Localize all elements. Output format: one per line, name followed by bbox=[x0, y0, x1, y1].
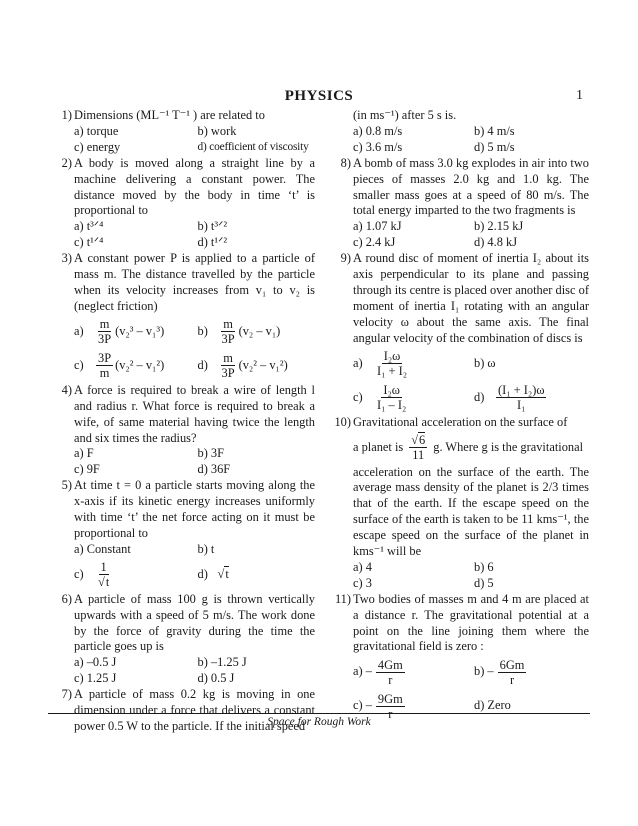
fraction: $\frac{√6}{11}$ bbox=[411, 433, 426, 462]
options bbox=[353, 124, 589, 156]
option-c: c) t¹ᐟ⁴ bbox=[74, 235, 104, 250]
option-a: a) Constant bbox=[74, 541, 131, 556]
options bbox=[74, 124, 315, 156]
left-column bbox=[48, 108, 315, 735]
question-number: 11) bbox=[334, 591, 351, 606]
question-number: 3) bbox=[61, 251, 72, 266]
option-a: a) F bbox=[74, 446, 94, 461]
option-d: d) t¹ᐟ² bbox=[197, 235, 228, 250]
option-d: d) √t bbox=[197, 566, 229, 581]
question-number: 2) bbox=[61, 155, 72, 170]
fraction: $\frac{4Gm}{r}$ bbox=[377, 657, 403, 687]
question-text: A particle of mass 100 g is thrown vertically upwards with a speed of 5 m/s. The work done by the force of gravity during the time the particle goes up is bbox=[74, 591, 315, 654]
option-c: c) $\frac{1}{√t}$ bbox=[74, 560, 110, 590]
fraction: $\frac{\text{I₂ω}}{\text{I₁ – I₂}}$ bbox=[377, 383, 407, 413]
option-c: c) 9F bbox=[74, 462, 100, 477]
option-d: d) 5 bbox=[474, 575, 494, 590]
option-c: c) $\frac{3P}{m}$ (v₂² – v₁²) bbox=[74, 351, 165, 381]
question-text-formula-line: a planet is $\frac{√6}{11}$ g. Where g is the gravitational bbox=[353, 433, 584, 462]
option-c: c) 3.6 m/s bbox=[353, 139, 403, 154]
option-c: c) – $\frac{9Gm}{r}$ bbox=[353, 691, 403, 721]
question-3 bbox=[48, 251, 315, 383]
fraction: $\frac{\text{(I₁ + I₂)ω}}{\text{I₁}}$ bbox=[498, 383, 545, 413]
option-b: b) work bbox=[197, 123, 237, 138]
fraction: $\frac{m}{3P}$ bbox=[221, 351, 235, 381]
question-text: A force is required to break a wire of length l and radius r. What force is required to break a wife, of same material having twice the length and six times the radius? bbox=[74, 382, 315, 445]
option-a: a) 4 bbox=[353, 559, 372, 574]
options bbox=[353, 347, 589, 415]
option-c: c) $\frac{\text{I₂ω}}{\text{I₁ – I₂}}$ bbox=[353, 383, 407, 413]
question-number: 1) bbox=[61, 108, 72, 122]
question-text-continued: (in ms⁻¹) after 5 s is. bbox=[353, 108, 457, 122]
question-5 bbox=[48, 478, 315, 592]
option-b: b) 6 bbox=[474, 559, 494, 574]
options bbox=[74, 219, 315, 251]
fraction: $\frac{\text{I₂ω}}{\text{I₁ + I₂}}$ bbox=[377, 349, 408, 379]
question-8 bbox=[327, 156, 589, 251]
fraction: $\frac{1}{√t}$ bbox=[98, 560, 110, 590]
question-text: Gravitational acceleration on the surface of bbox=[353, 414, 568, 429]
option-a: a) –0.5 J bbox=[74, 655, 117, 670]
question-number: 9) bbox=[340, 251, 351, 266]
option-c: c) 3 bbox=[353, 575, 372, 590]
option-d: d) $\frac{\text{(I₁ + I₂)ω}}{\text{I₁}}$ bbox=[474, 383, 545, 413]
option-a: a) 0.8 m/s bbox=[353, 123, 403, 138]
question-1 bbox=[48, 108, 315, 156]
option-b: b) $\frac{m}{3P}$ (v₂ – v₁) bbox=[197, 317, 281, 347]
question-text: A round disc of moment of inertia I₂ about its axis perpendicular to its plane and passing through its centre is placed over another disc of moment of inertia I₁ rotating with an angular velocity ω about the same axis. The final angular velocity of the combination of discs is bbox=[353, 251, 589, 345]
question-number: 7) bbox=[61, 687, 72, 702]
option-d: d) 0.5 J bbox=[197, 671, 235, 686]
footer-divider bbox=[48, 713, 590, 714]
question-number: 4) bbox=[61, 382, 72, 397]
question-text: acceleration on the surface of the earth. The average mass density of the planet is 2/3 times that of the earth. If the escape speed on the surface of the earth is taken to be 11 kms⁻¹, the escape speed on the surface of the planet in kms⁻¹ will be bbox=[353, 464, 589, 559]
question-7-continued bbox=[327, 108, 589, 156]
option-b: b) t³ᐟ² bbox=[197, 219, 228, 234]
fraction: $\frac{m}{3P}$ bbox=[221, 317, 235, 347]
question-number: 6) bbox=[61, 591, 72, 606]
question-text: Two bodies of masses m and 4 m are placed at a distance r. The gravitational potential at a point on the line joining them where the gravitational field is zero : bbox=[353, 591, 589, 654]
footer-text: Space for Rough Work bbox=[267, 716, 371, 728]
option-a: a) torque bbox=[74, 123, 119, 138]
page-title: PHYSICS bbox=[284, 88, 354, 104]
option-b: b) t bbox=[197, 541, 215, 556]
option-a: a) $\frac{\text{I₂ω}}{\text{I₁ + I₂}}$ bbox=[353, 349, 408, 379]
option-a: a) – $\frac{4Gm}{r}$ bbox=[353, 657, 403, 687]
question-4 bbox=[48, 383, 315, 478]
options bbox=[353, 560, 589, 592]
option-c: c) 2.4 kJ bbox=[353, 235, 396, 250]
options bbox=[74, 446, 315, 478]
question-text: A bomb of mass 3.0 kg explodes in air into two pieces of masses 2.0 kg and 1.0 kg. The smaller mass goes at a speed of 80 m/s. The total energy imparted to the two fragments is bbox=[353, 155, 589, 218]
option-b: b) 3F bbox=[197, 446, 225, 461]
option-d: d) 4.8 kJ bbox=[474, 235, 518, 250]
option-a: a) 1.07 kJ bbox=[353, 219, 402, 234]
fraction: $\frac{m}{3P}$ bbox=[98, 317, 112, 347]
fraction: $\frac{3P}{m}$ bbox=[98, 351, 112, 381]
options bbox=[74, 655, 315, 687]
right-column bbox=[327, 108, 589, 723]
options bbox=[353, 219, 589, 251]
fraction: $\frac{6Gm}{r}$ bbox=[499, 657, 525, 687]
question-text: A constant power P is applied to a particle of mass m. The distance travelled by the particle when its velocity increases from v₁ to v₂ is (neglect friction) bbox=[74, 251, 315, 313]
option-b: b) – $\frac{6Gm}{r}$ bbox=[474, 657, 525, 687]
question-number: 5) bbox=[61, 478, 72, 493]
question-number: 10) bbox=[334, 414, 351, 429]
question-10 bbox=[327, 415, 589, 592]
options bbox=[74, 542, 315, 592]
option-c: c) energy bbox=[74, 139, 121, 154]
fraction: $\frac{9Gm}{r}$ bbox=[377, 691, 403, 721]
question-11 bbox=[327, 592, 589, 724]
option-b: b) 4 m/s bbox=[474, 123, 515, 138]
option-b: b) 2.15 kJ bbox=[474, 219, 524, 234]
option-c: c) 1.25 J bbox=[74, 671, 117, 686]
square-root: √t bbox=[217, 566, 229, 581]
option-a: a) $\frac{m}{3P}$ (v₂³ – v₁³) bbox=[74, 317, 165, 347]
option-b: b) ω bbox=[474, 355, 496, 370]
question-9 bbox=[327, 251, 589, 414]
page-number: 1 bbox=[576, 88, 583, 103]
question-2 bbox=[48, 156, 315, 251]
question-6 bbox=[48, 592, 315, 687]
option-d: d) 36F bbox=[197, 462, 231, 477]
option-d: d) $\frac{m}{3P}$ (v₂² – v₁²) bbox=[197, 351, 288, 381]
options bbox=[74, 315, 315, 383]
option-d: d) Zero bbox=[474, 698, 511, 713]
question-text: A body is moved along a straight line by a machine delivering a constant power. The distance moved by the body in time ‘t’ is proportional to bbox=[74, 155, 315, 218]
option-d: d) coefficient of viscosity bbox=[197, 140, 309, 153]
question-number: 8) bbox=[340, 155, 351, 170]
option-a: a) t³ᐟ⁴ bbox=[74, 219, 104, 234]
option-b: b) –1.25 J bbox=[197, 655, 247, 670]
question-text: At time t = 0 a particle starts moving along the x-axis if its kinetic energy increases uniformly with time ‘t’ the net force acting on it must be proportional to bbox=[74, 478, 315, 540]
question-text: A particle of mass 0.2 kg is moving in one dimension under a force that delivers a constant power 0.5 W to the particle. If the initial speed bbox=[74, 687, 315, 733]
option-d: d) 5 m/s bbox=[474, 139, 515, 154]
question-text: Dimensions (ML⁻¹ T⁻¹ ) are related to bbox=[74, 108, 265, 122]
